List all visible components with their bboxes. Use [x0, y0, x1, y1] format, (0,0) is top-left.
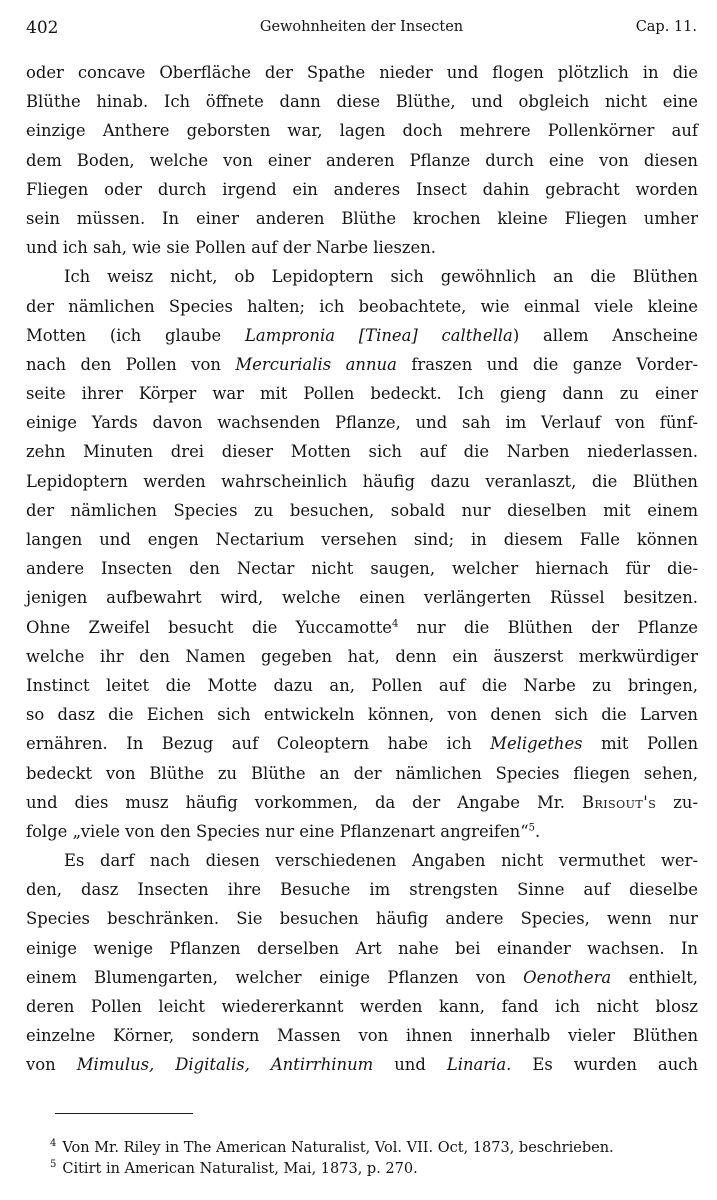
- text-line: Ich weisz nicht, ob Lepidoptern sich gewöhnlich an die Blüthen: [64, 267, 698, 287]
- text-line: einem Blumengarten, welcher einige Pflanzen von Oenothera enthielt,: [26, 967, 698, 987]
- text-line: Instinct leitet die Motte dazu an, Pollen auf die Narbe zu bringen,: [26, 675, 698, 695]
- footnote-marker: 4: [50, 1138, 57, 1150]
- species-name: Mimulus, Digitalis, Antirrhinum: [76, 1055, 374, 1075]
- text-line: Species beschränken. Sie besuchen häufig andere Species, wenn nur: [26, 909, 698, 929]
- species-name: Oenothera: [523, 967, 612, 987]
- footnote-text: Citirt in American Naturalist, Mai, 1873, p. 270.: [62, 1161, 418, 1177]
- text-line: seite ihrer Körper war mit Pollen bedeckt. Ich gieng dann zu einer: [26, 384, 698, 404]
- footnote-text: Von Mr. Riley in The American Naturalist, Vol. VII. Oct, 1873, beschrieben.: [62, 1140, 614, 1156]
- text-line: jenigen aufbewahrt wird, welche einen verlängerten Rüssel besitzen.: [26, 588, 698, 608]
- species-name: Linaria.: [446, 1055, 512, 1075]
- text-line: Motten (ich glaube Lampronia [Tinea] calthella) allem Anscheine: [26, 325, 699, 345]
- text-line: so dasz die Eichen sich entwickeln können, von denen sich die Larven: [26, 705, 698, 725]
- footnote: [50, 1159, 695, 1179]
- chapter-label: Cap. 11.: [635, 19, 697, 35]
- text-line: zehn Minuten drei dieser Motten sich auf die Narben niederlassen.: [26, 442, 698, 462]
- species-name: Meligethes: [490, 734, 583, 754]
- text-line: folge „viele von den Species nur eine Pflanzenart angreifen“$^5$.: [26, 821, 541, 841]
- footnote-marker: 5: [50, 1159, 57, 1171]
- text-line: einige wenige Pflanzen derselben Art nahe bei einander wachsen. In: [26, 938, 698, 958]
- footnote-rule: [55, 1113, 193, 1114]
- text-line: welche ihr den Namen gegeben hat, denn ein äuszerst merkwürdiger: [26, 646, 698, 666]
- text-line: Blüthe hinab. Ich öffnete dann diese Blüthe, und obgleich nicht eine: [26, 92, 698, 112]
- text-line: langen und engen Nectarium versehen sind; in diesem Falle können: [26, 530, 698, 549]
- text-line: nach den Pollen von Mercurialis annua fraszen und die ganze Vorder-: [26, 354, 698, 374]
- species-name: Lampronia [Tinea] calthella: [245, 325, 513, 345]
- text-line: und ich sah, wie sie Pollen auf der Narbe lieszen.: [26, 238, 436, 258]
- text-line: einzige Anthere geborsten war, lagen doch mehrere Pollenkörner auf: [26, 121, 698, 141]
- text-line: den, dasz Insecten ihre Besuche im strengsten Sinne auf dieselbe: [26, 880, 698, 900]
- text-line: sein müssen. In einer anderen Blüthe krochen kleine Fliegen umher: [26, 208, 698, 228]
- text-line: dem Boden, welche von einer anderen Pflanze durch eine von diesen: [26, 150, 698, 170]
- text-line: andere Insecten den Nectar nicht saugen, welcher hiernach für die-: [26, 559, 698, 579]
- text-line: Ohne Zweifel besucht die Yuccamotte$^4$ nur die Blüthen der Pflanze: [26, 617, 699, 637]
- text-line: oder concave Oberfläche der Spathe nieder und flogen plötzlich in die: [26, 63, 698, 82]
- footnote-ref: 4: [392, 618, 399, 630]
- text-line: Lepidoptern werden wahrscheinlich häufig dazu veranlaszt, die Blüthen: [26, 471, 698, 491]
- body-text: [26, 58, 698, 1080]
- footnote: [50, 1138, 695, 1158]
- text-line: der nämlichen Species halten; ich beobachtete, wie einmal viele kleine: [26, 296, 698, 316]
- text-line: Es darf nach diesen verschiedenen Angaben nicht vermuthet wer-: [64, 851, 698, 871]
- text-line: deren Pollen leicht wiedererkannt werden kann, fand ich nicht blosz: [26, 997, 698, 1016]
- footnote-ref: 5: [528, 822, 535, 834]
- running-title: Gewohnheiten der Insecten: [259, 19, 464, 35]
- text-line: ernähren. In Bezug auf Coleoptern habe ich Meligethes mit Pollen: [26, 734, 698, 754]
- text-line: einige Yards davon wachsenden Pflanze, und sah im Verlauf von fünf-: [26, 413, 698, 433]
- text-line: Fliegen oder durch irgend ein anderes Insect dahin gebracht worden: [26, 179, 698, 199]
- text-line: und dies musz häufig vorkommen, da der Angabe Mr. Brisout's zu-: [26, 792, 698, 812]
- text-line: der nämlichen Species zu besuchen, sobald nur dieselben mit einem: [26, 500, 698, 520]
- page-number: 402: [26, 18, 59, 38]
- author-name: Brisout's: [581, 792, 657, 812]
- page-header: [26, 18, 697, 44]
- text-line: von Mimulus, Digitalis, Antirrhinum und Linaria. Es wurden auch: [26, 1055, 698, 1075]
- text-line: bedeckt von Blüthe zu Blüthe an der nämlichen Species fliegen sehen,: [26, 763, 698, 783]
- text-line: einzelne Körner, sondern Massen von ihnen innerhalb vieler Blüthen: [26, 1026, 698, 1046]
- species-name: Mercurialis annua: [235, 354, 397, 374]
